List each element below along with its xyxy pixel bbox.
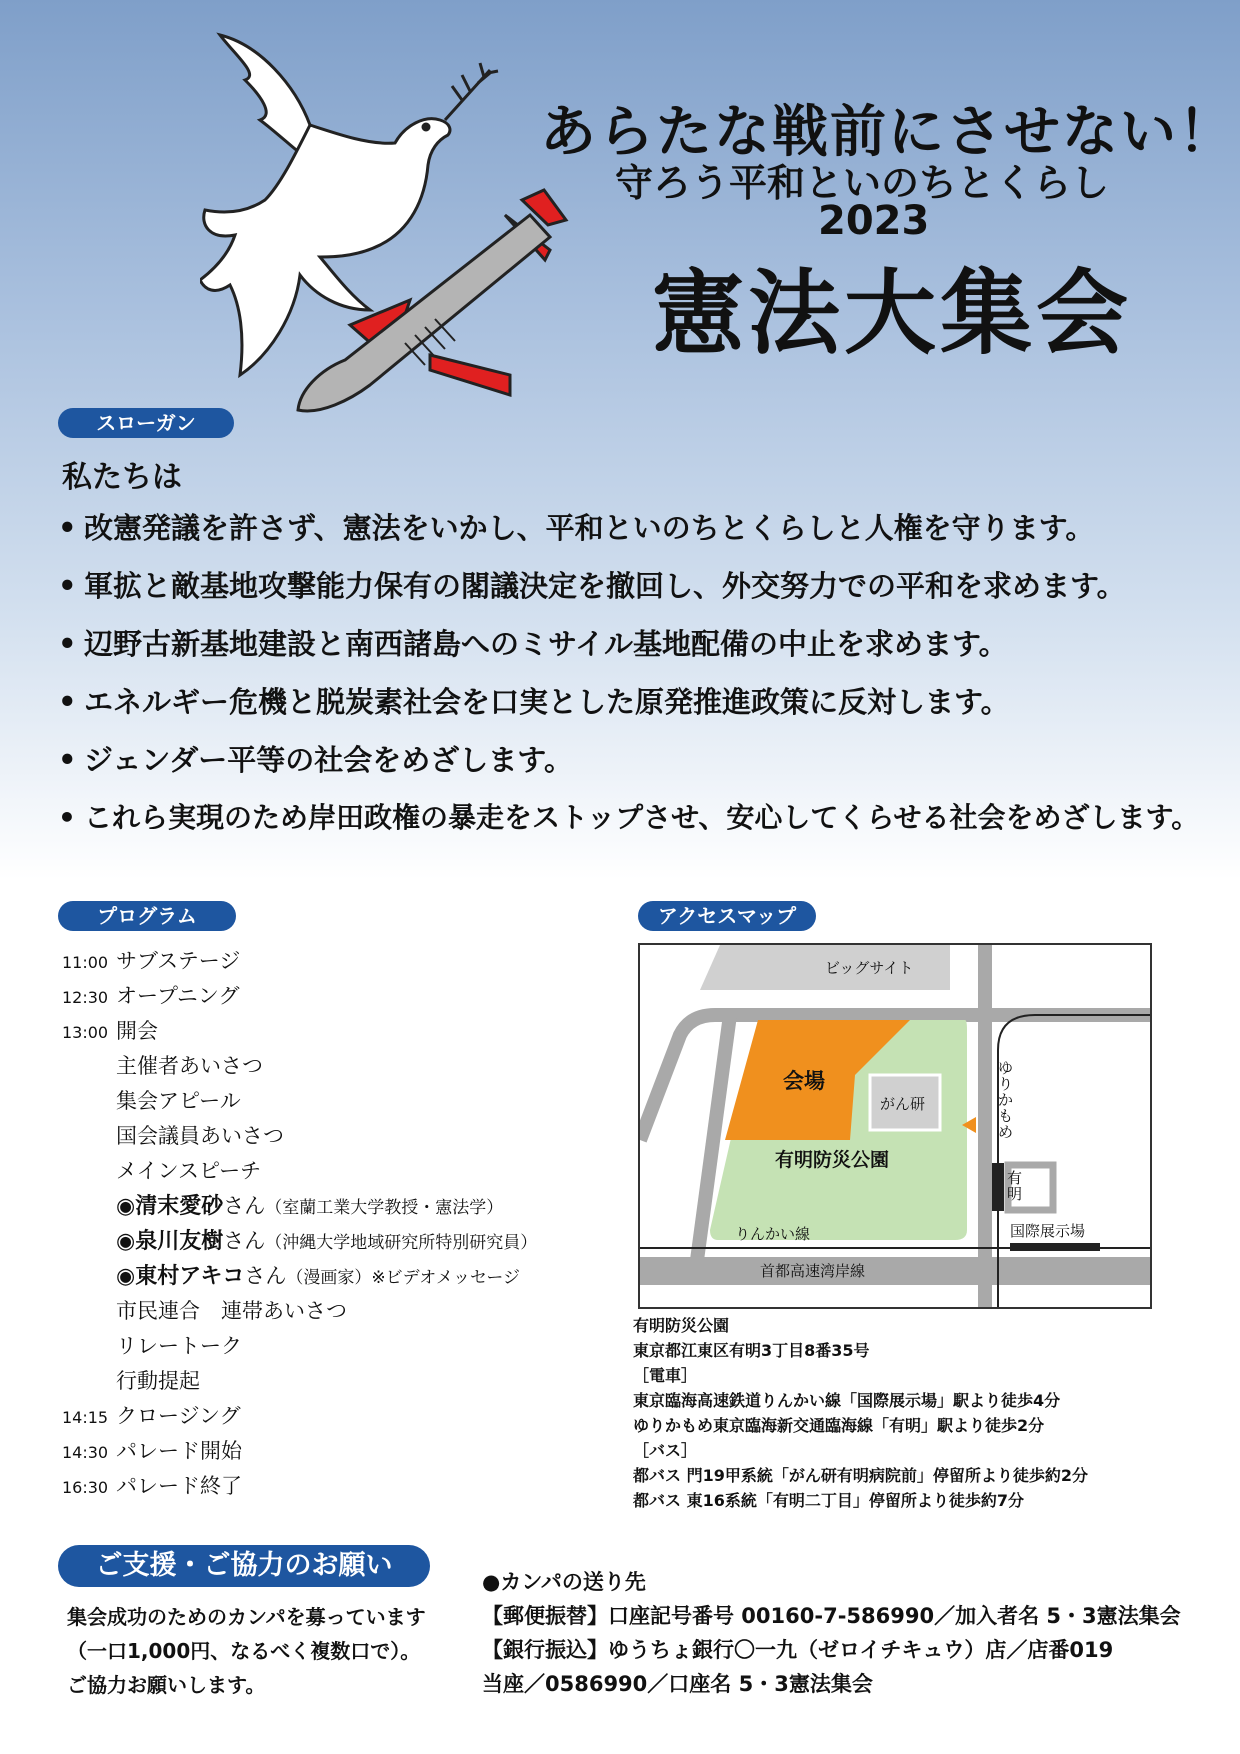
map-label-ariake: 有明 (1007, 1169, 1023, 1203)
slogan-item: • 辺野古新基地建設と南西諸島へのミサイル基地配備の中止を求めます。 (58, 627, 1008, 661)
map-label-ganken: がん研 (880, 1095, 926, 1113)
map-label-rinkai: りんかい線 (735, 1225, 811, 1243)
map-label-bigsight: ビッグサイト (825, 959, 914, 977)
kanpa-line: 当座／0586990／口座名 5・3憲法集会 (482, 1672, 873, 1696)
kanpa-line: 【郵便振替】口座記号番号 00160-7-586990／加入者名 5・3憲法集会 (482, 1604, 1181, 1628)
map-label-venue: 会場 (783, 1069, 825, 1093)
program-list (62, 944, 537, 1504)
main-title: 憲法大集会 (652, 260, 1133, 367)
access-line: ［バス］ (633, 1441, 698, 1460)
slogan-item: • 軍拡と敵基地攻撃能力保有の閣議決定を撤回し、外交努力での平和を求めます。 (58, 569, 1126, 603)
kanpa-line: 【銀行振込】ゆうちょ銀行〇一九（ゼロイチキュウ）店／店番019 (482, 1638, 1114, 1662)
slogan-item: • 改憲発議を許さず、憲法をいかし、平和といのちとくらしと人権を守ります。 (58, 511, 1095, 545)
program-row: 16:30 パレード終了 (62, 1474, 242, 1498)
title-year: 2023 (818, 198, 930, 244)
program-row: 13:00 開会 (62, 1019, 158, 1043)
speaker-row: ◉東村アキコさん（漫画家）※ビデオメッセージ (116, 1264, 521, 1289)
title-line-1: あらたな戦前にさせない！ (540, 100, 1236, 165)
slogan-item: • これら実現のため岸田政権の暴走をストップさせ、安心してくらせる社会をめざします。 (58, 801, 1200, 834)
slogan-item: • エネルギー危機と脱炭素社会を口実とした原発推進政策に反対します。 (58, 685, 1010, 719)
map-label-park: 有明防災公園 (775, 1149, 890, 1171)
access-line: 東京臨海高速鉄道りんかい線「国際展示場」駅より徒歩4分 (633, 1391, 1061, 1410)
program-row: 12:30 オープニング (62, 984, 240, 1008)
program-row: リレートーク (116, 1334, 242, 1358)
program-row: 国会議員あいさつ (116, 1124, 284, 1148)
program-row: 集会アピール (116, 1089, 241, 1113)
access-map (638, 943, 1152, 1309)
program-row: 14:15 クロージング (62, 1404, 241, 1428)
slogan-list (58, 508, 1199, 856)
ariake-station (992, 1163, 1004, 1211)
map-label-shuto: 首都高速湾岸線 (760, 1262, 866, 1280)
access-line: 都バス 門19甲系統「がん研有明病院前」停留所より徒歩約2分 (633, 1466, 1088, 1485)
kanpa-heading: ●カンパの送り先 (482, 1570, 646, 1594)
support-label: ご支援・ご協力のお願い (58, 1545, 430, 1587)
support-text: 集会成功のためのカンパを募っています （一口1,000円、なるべく複数口で）。 ご協力お願いします。 (67, 1605, 426, 1697)
speaker-row: ◉清末愛砂さん（室蘭工業大学教授・憲法学） (116, 1194, 504, 1219)
program-row: 14:30 パレード開始 (62, 1439, 242, 1463)
dove-missile-illustration (200, 25, 570, 465)
title-line-2: 守ろう平和といのちとくらし (615, 161, 1110, 205)
program-row: メインスピーチ (116, 1159, 262, 1183)
kokusai-station (1010, 1243, 1100, 1251)
access-map-label: アクセスマップ (638, 901, 816, 931)
map-label-yurikamome: ゆりかもめ (998, 1059, 1014, 1141)
olive-branch-icon (445, 63, 498, 120)
access-line: ［電車］ (633, 1366, 698, 1385)
kanpa-info (482, 1565, 1181, 1701)
speaker-row: ◉泉川友樹さん（沖縄大学地域研究所特別研究員） (116, 1229, 538, 1254)
program-row: 市民連合 連帯あいさつ (116, 1299, 347, 1323)
slogan-intro: 私たちは (62, 460, 182, 495)
program-row: 主催者あいさつ (116, 1054, 263, 1078)
program-row: 11:00 サブステージ (62, 949, 241, 973)
access-line: ゆりかもめ東京臨海新交通臨海線「有明」駅より徒歩2分 (633, 1416, 1045, 1435)
expressway (640, 1257, 1150, 1285)
access-line: 都バス 東16系統「有明二丁目」停留所より徒歩約7分 (633, 1491, 1024, 1510)
program-row: 行動提起 (116, 1369, 200, 1393)
map-label-kokusai: 国際展示場 (1010, 1222, 1086, 1240)
access-line: 東京都江東区有明3丁目8番35号 (633, 1341, 870, 1360)
access-info (633, 1313, 1088, 1513)
access-line: 有明防災公園 (633, 1316, 730, 1335)
slogan-item: • ジェンダー平等の社会をめざします。 (58, 743, 573, 777)
program-label: プログラム (58, 901, 236, 931)
slogan-label: スローガン (58, 408, 234, 438)
access-map-drawing (640, 945, 1150, 1307)
